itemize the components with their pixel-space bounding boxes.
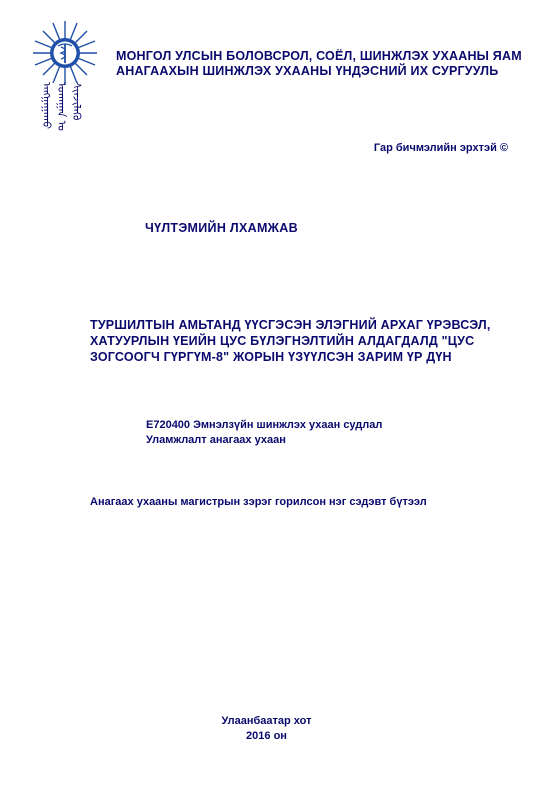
organization-header bbox=[116, 49, 522, 79]
vertical-script-university-name bbox=[40, 82, 100, 162]
vertical-script-line: ᠤᠬᠠᠭᠠᠨ ᠤ bbox=[55, 82, 68, 131]
author-name: ЧҮЛТЭМИЙН ЛХАМЖАВ bbox=[145, 221, 298, 235]
year: 2016 он bbox=[246, 730, 287, 742]
university-name: АНАГААХЫН ШИНЖЛЭХ УХААНЫ ҮНДЭСНИЙ ИХ СУРГУУЛЬ bbox=[116, 64, 499, 78]
degree-statement: Анагаах ухааны магистрын зэрэг горилсон нэг сэдэвт бүтээл bbox=[90, 496, 427, 508]
manuscript-rights-notice: Гар бичмэлийн эрхтэй © bbox=[373, 142, 508, 154]
ministry-name: МОНГОЛ УЛСЫН БОЛОВСРОЛ, СОЁЛ, ШИНЖЛЭХ УХААНЫ ЯАМ bbox=[116, 49, 522, 63]
city: Улаанбаатар хот bbox=[221, 715, 312, 727]
specialty-field: Уламжлалт анагаах ухаан bbox=[146, 434, 286, 446]
thesis-title-line: ХАТУУРЛЫН ҮЕИЙН ЦУС БҮЛЭГНЭЛТИЙН АЛДАГДАЛД "ЦУС bbox=[90, 334, 475, 348]
thesis-title-line: ЗОГСООГЧ ГҮРГҮМ-8" ЖОРЫН ҮЗҮҮЛСЭН ЗАРИМ ҮР ДҮН bbox=[90, 350, 452, 364]
medical-university-emblem-icon bbox=[32, 20, 98, 86]
thesis-title bbox=[90, 317, 520, 365]
vertical-script-line: ᠰᠢᠨᠵᠢᠯᠡᠬᠦ bbox=[70, 82, 83, 121]
thesis-title-line: ТУРШИЛТЫН АМЬТАНД ҮҮСГЭСЭН ЭЛЭГНИЙ АРХАГ ҮРЭВСЭЛ, bbox=[90, 318, 491, 332]
place-and-year bbox=[0, 714, 533, 744]
vertical-script-line: ᠠᠩᠭᠠᠭᠠᠬᠤ bbox=[40, 82, 53, 129]
specialty-block bbox=[146, 418, 382, 448]
specialty-code: Е720400 Эмнэлзүйн шинжлэх ухаан судлал bbox=[146, 419, 383, 431]
